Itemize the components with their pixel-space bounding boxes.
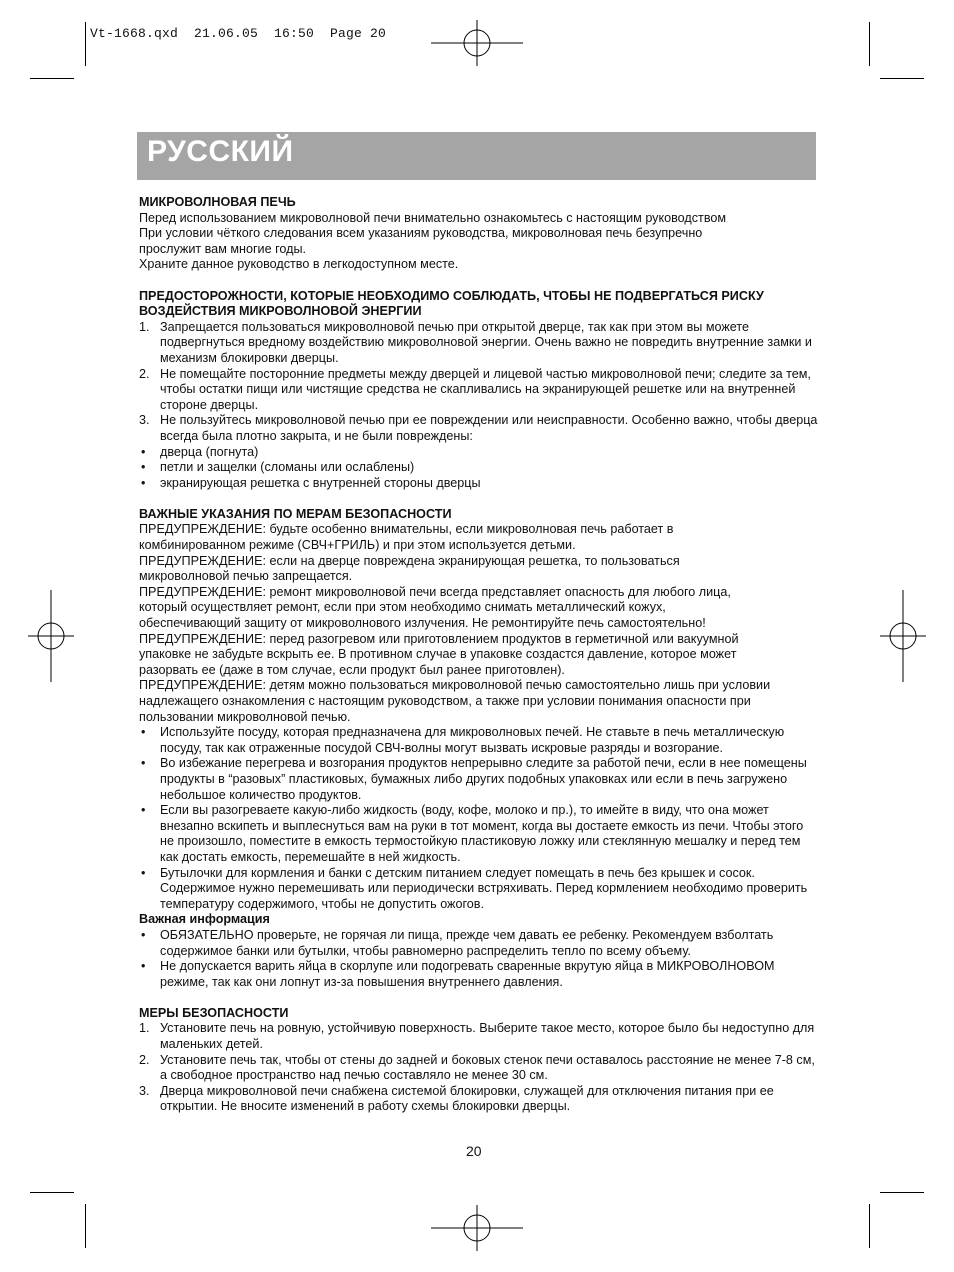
list-item bbox=[139, 1053, 819, 1084]
list-number: 3. bbox=[139, 413, 150, 428]
bullet-icon: • bbox=[141, 803, 146, 818]
list-item bbox=[139, 413, 819, 444]
list-text: Не допускается варить яйца в скорлупе или подогревать сваренные вкрутую яйца в МИКРОВОЛНОВОМ режиме, так как они лопнут из-за повышения внутреннего давления. bbox=[160, 959, 775, 989]
section-heading: ВОЗДЕЙСТВИЯ МИКРОВОЛНОВОЙ ЭНЕРГИИ bbox=[139, 304, 422, 319]
list-text: Запрещается пользоваться микроволновой печью при открытой дверце, так как при этом вы можете подвергнуться вредному воздействию микроволновой энергии. Очень важно не повредить внутренние замки и механизм блокировки дверцы. bbox=[160, 319, 812, 365]
text-line: пользовании микроволновой печью. bbox=[139, 709, 351, 724]
list-text: петли и защелки (сломаны или ослаблены) bbox=[160, 460, 415, 475]
list-number: 2. bbox=[139, 366, 150, 381]
crop-mark bbox=[30, 1192, 74, 1193]
section-heading: МЕРЫ БЕЗОПАСНОСТИ bbox=[139, 1005, 289, 1020]
text-line: ПРЕДУПРЕЖДЕНИЕ: если на дверце повреждена экранирующая решетка, то пользоваться bbox=[139, 553, 680, 568]
list-text: Не помещайте посторонние предметы между дверцей и лицевой частью микроволновой печи; следите за тем, чтобы остатки пищи или чистящие средства не скапливались на экранирующей решетке или на внутренней стороне дверцы. bbox=[160, 366, 811, 412]
text-line: ПРЕДУПРЕЖДЕНИЕ: детям можно пользоваться микроволновой печью самостоятельно лишь при условии bbox=[139, 678, 771, 693]
list-item bbox=[139, 1021, 819, 1052]
bullet-item bbox=[139, 476, 819, 492]
list-number: 3. bbox=[139, 1083, 150, 1098]
text-line: разорвать ее (даже в том случае, если продукт был ранее приготовлен). bbox=[139, 662, 565, 677]
bullet-item bbox=[139, 725, 819, 756]
list-text: дверца (погнута) bbox=[160, 444, 259, 459]
section-heading: МИКРОВОЛНОВАЯ ПЕЧЬ bbox=[139, 195, 296, 209]
registration-mark-icon bbox=[880, 590, 926, 682]
bullet-icon: • bbox=[141, 865, 146, 880]
section-heading: ПРЕДОСТОРОЖНОСТИ, КОТОРЫЕ НЕОБХОДИМО СОБЛЮДАТЬ, ЧТОБЫ НЕ ПОДВЕРГАТЬСЯ РИСКУ bbox=[139, 288, 764, 303]
bullet-icon: • bbox=[141, 927, 146, 942]
page-number: 20 bbox=[466, 1143, 482, 1159]
text-line: обеспечивающий защиту от микроволнового излучения. Не ремонтируйте печь самостоятельно! bbox=[139, 616, 706, 631]
bullet-item bbox=[139, 445, 819, 461]
bullet-item bbox=[139, 959, 819, 990]
list-text: Если вы разогреваете какую-либо жидкость (воду, кофе, молоко и пр.), то имейте в виду, что она может внезапно вскипеть и выплеснуться вам на руки в тот момент, когда вы достаете емкость из печи. Чтобы этого не произошло, поместите в емкость термостойкую пластиковую ложку или стеклянную мешалку и перед тем как достать емкость, перемешайте в ней жидкость. bbox=[160, 803, 804, 864]
bullet-icon: • bbox=[141, 475, 146, 490]
list-text: Используйте посуду, которая предназначена для микроволновых печей. Не ставьте в печь металлическую посуду, так как отраженные посудой СВЧ-волны могут вызвать искровые разряды и возгорание. bbox=[160, 725, 785, 755]
crop-mark bbox=[85, 1204, 86, 1248]
crop-mark bbox=[880, 1192, 924, 1193]
text-line: комбинированном режиме (СВЧ+ГРИЛЬ) и при этом используется детьми. bbox=[139, 538, 576, 553]
subsection-heading: Важная информация bbox=[139, 912, 270, 927]
bullet-icon: • bbox=[141, 444, 146, 459]
list-text: экранирующая решетка с внутренней стороны дверцы bbox=[160, 475, 481, 490]
text-line: надлежащего ознакомления с настоящим руководством, а также при условии понимания опасности при bbox=[139, 694, 751, 708]
text-line: ПРЕДУПРЕЖДЕНИЕ: перед разогревом или приготовлением продуктов в герметичной или вакуумной bbox=[139, 631, 739, 646]
crop-mark bbox=[85, 22, 86, 66]
bullet-icon: • bbox=[141, 756, 146, 771]
bullet-item bbox=[139, 866, 819, 913]
list-item bbox=[139, 367, 819, 414]
text-line: При условии чёткого следования всем указаниям руководства, микроволновая печь безупречно bbox=[139, 226, 703, 241]
banner-title: РУССКИЙ bbox=[147, 135, 294, 168]
text-line: который осуществляет ремонт, если при этом необходимо снимать металлический кожух, bbox=[139, 600, 666, 615]
bullet-icon: • bbox=[141, 725, 146, 740]
list-number: 1. bbox=[139, 319, 150, 334]
text-line: прослужит вам многие годы. bbox=[139, 241, 307, 256]
registration-mark-icon bbox=[28, 590, 74, 682]
registration-mark-icon bbox=[431, 1205, 523, 1251]
language-banner bbox=[137, 132, 816, 180]
list-text: Дверца микроволновой печи снабжена системой блокировки, служащей для отключения питания при ее открытии. Не вносите изменений в работу схемы блокировки дверцы. bbox=[160, 1083, 774, 1114]
bullet-icon: • bbox=[141, 460, 146, 475]
list-number: 1. bbox=[139, 1021, 150, 1036]
bullet-item bbox=[139, 928, 819, 959]
section-heading: ВАЖНЫЕ УКАЗАНИЯ ПО МЕРАМ БЕЗОПАСНОСТИ bbox=[139, 506, 452, 521]
text-line: ПРЕДУПРЕЖДЕНИЕ: будьте особенно внимательны, если микроволновая печь работает в bbox=[139, 522, 674, 537]
crop-mark bbox=[30, 78, 74, 79]
text-line: Храните данное руководство в легкодоступном месте. bbox=[139, 257, 459, 272]
list-text: Во избежание перегрева и возгорания продуктов непрерывно следите за работой печи, если в нее помещены продукты в “разовых” пластиковых, бумажных либо других подобных упаковках или если в печь загружено небольшое количество продуктов. bbox=[160, 756, 807, 802]
crop-mark bbox=[869, 22, 870, 66]
bullet-item bbox=[139, 803, 819, 865]
list-text: Установите печь на ровную, устойчивую поверхность. Выберите такое место, которое было бы недоступно для маленьких детей. bbox=[160, 1021, 815, 1052]
page-content bbox=[139, 195, 819, 1115]
text-line: Перед использованием микроволновой печи внимательно ознакомьтесь с настоящим руководством bbox=[139, 210, 727, 225]
list-number: 2. bbox=[139, 1052, 150, 1067]
crop-mark bbox=[880, 78, 924, 79]
list-text: ОБЯЗАТЕЛЬНО проверьте, не горячая ли пища, прежде чем давать ее ребенку. Рекомендуем взболтать содержимое банки или бутылки, чтобы равномерно распределить тепло по всему объему. bbox=[160, 927, 774, 958]
registration-mark-icon bbox=[431, 20, 523, 66]
bullet-icon: • bbox=[141, 959, 146, 974]
list-item bbox=[139, 1084, 819, 1115]
list-text: Не пользуйтесь микроволновой печью при ее повреждении или неисправности. Особенно важно, чтобы дверца всегда была плотно закрыта, и не были повреждены: bbox=[160, 413, 818, 443]
list-text: Бутылочки для кормления и банки с детским питанием следует помещать в печь без крышек и сосок. Содержимое нужно перемешивать или периодически встряхивать. Перед кормлением необходимо проверить температуру содержимого, чтобы не допустить ожогов. bbox=[160, 865, 808, 911]
print-slug: Vt-1668.qxd 21.06.05 16:50 Page 20 bbox=[90, 26, 387, 41]
bullet-item bbox=[139, 460, 819, 476]
text-line: ПРЕДУПРЕЖДЕНИЕ: ремонт микроволновой печи всегда представляет опасность для любого лица, bbox=[139, 584, 731, 599]
list-item bbox=[139, 320, 819, 367]
text-line: микроволновой печью запрещается. bbox=[139, 569, 353, 584]
crop-mark bbox=[869, 1204, 870, 1248]
text-line: упаковке не забудьте вскрыть ее. В противном случае в упаковке создастся давление, которое может bbox=[139, 647, 737, 662]
bullet-item bbox=[139, 756, 819, 803]
list-text: Установите печь так, чтобы от стены до задней и боковых стенок печи оставалось расстояние не менее 7-8 см, а свободное пространство над печью составляло не менее 30 см. bbox=[160, 1052, 815, 1083]
